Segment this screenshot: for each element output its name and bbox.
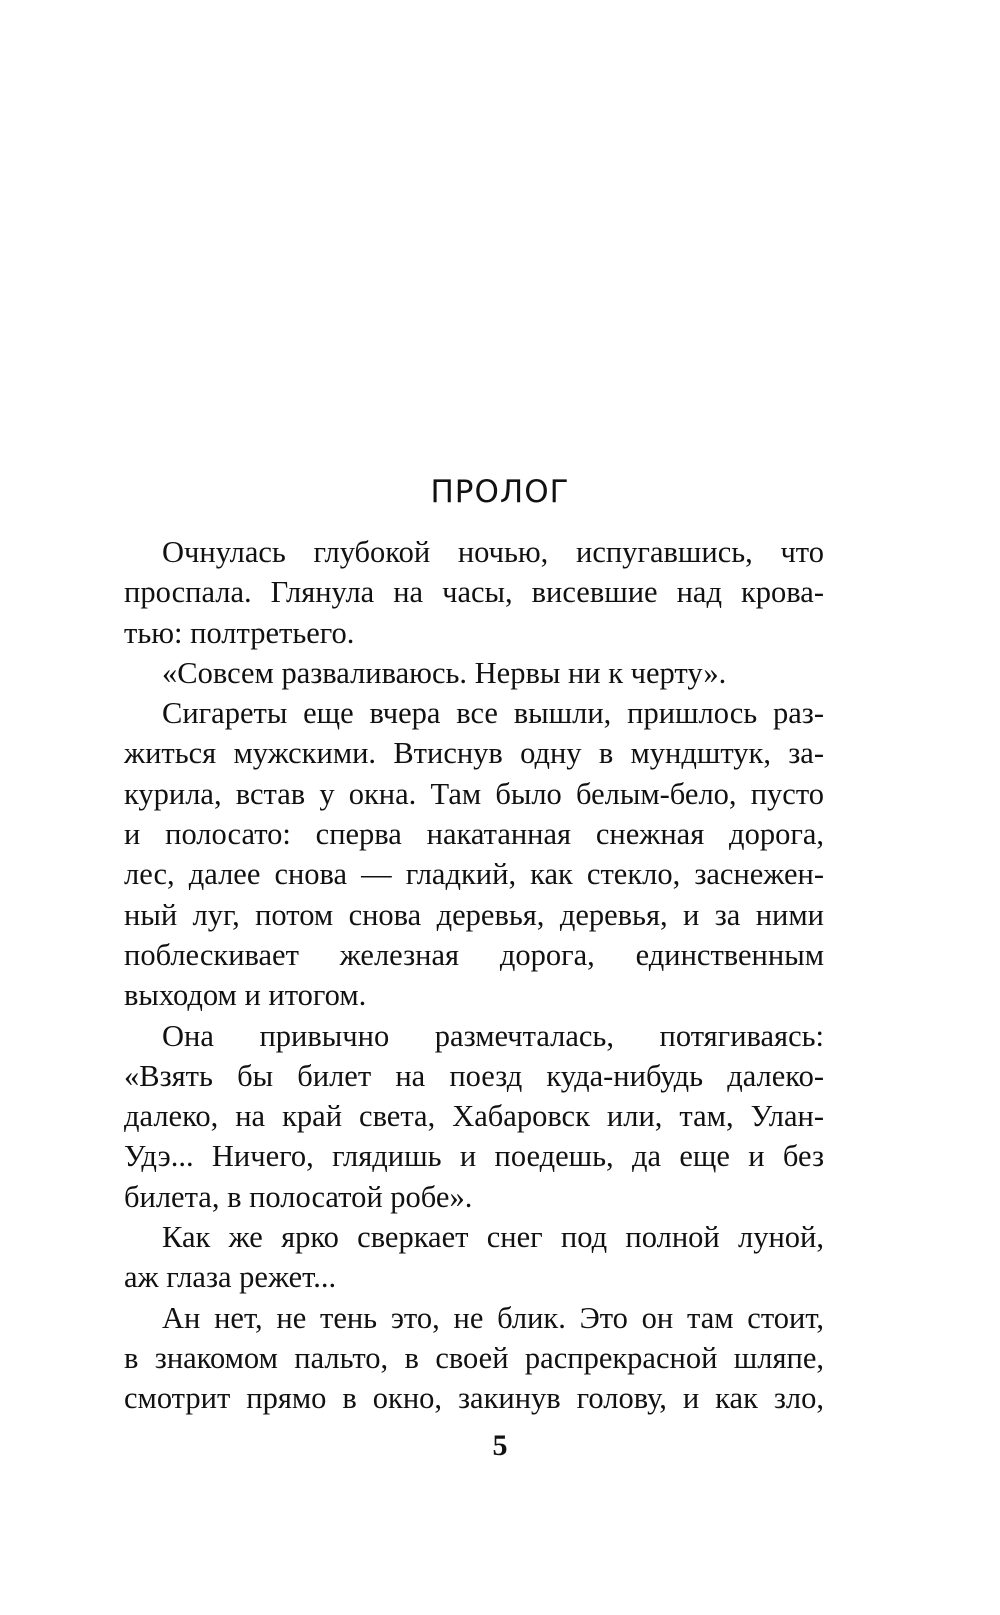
text-line: курила, встав у окна. Там было белым-бело, пусто xyxy=(124,776,824,811)
text-line: Сигареты еще вчера все вышли, пришлось раз- xyxy=(162,696,824,731)
text-line: выходом и итогом. xyxy=(124,978,367,1013)
body-text xyxy=(124,532,824,1419)
text-line: и полосато: сперва накатанная снежная дорога, xyxy=(124,817,824,852)
text-line: поблескивает железная дорога, единственным xyxy=(124,937,824,972)
text-line: аж глаза режет... xyxy=(124,1260,337,1295)
chapter-title: ПРОЛОГ xyxy=(430,474,570,510)
text-line: проспала. Глянула на часы, висевшие над крова- xyxy=(124,575,824,610)
text-line: далеко, на край света, Хабаровск или, там, Улан- xyxy=(124,1099,824,1134)
text-line: житься мужскими. Втиснув одну в мундштук, за- xyxy=(124,736,824,771)
text-line: Как же ярко сверкает снег под полной луной, xyxy=(162,1220,824,1255)
text-line: «Взять бы билет на поезд куда-нибудь далеко- xyxy=(124,1058,824,1093)
text-line: в знакомом пальто, в своей распрекрасной шляпе, xyxy=(124,1340,824,1375)
text-line: «Совсем разваливаюсь. Нервы ни к черту». xyxy=(162,655,727,690)
page-number: 5 xyxy=(492,1429,508,1462)
text-line: Удэ... Ничего, глядишь и поедешь, да еще и без xyxy=(124,1139,824,1174)
text-line: тью: полтретьего. xyxy=(124,615,355,650)
text-line: Ан нет, не тень это, не блик. Это он там стоит, xyxy=(162,1300,824,1335)
text-line: Она привычно размечталась, потягиваясь: xyxy=(162,1018,824,1053)
text-line: Очнулась глубокой ночью, испугавшись, что xyxy=(162,535,824,569)
text-line: ный луг, потом снова деревья, деревья, и за ними xyxy=(124,897,824,932)
text-line: смотрит прямо в окно, закинув голову, и как зло, xyxy=(124,1381,824,1416)
text-line: билета, в полосатой робе». xyxy=(124,1179,473,1214)
text-line: лес, далее снова — гладкий, как стекло, заснежен- xyxy=(124,857,824,892)
